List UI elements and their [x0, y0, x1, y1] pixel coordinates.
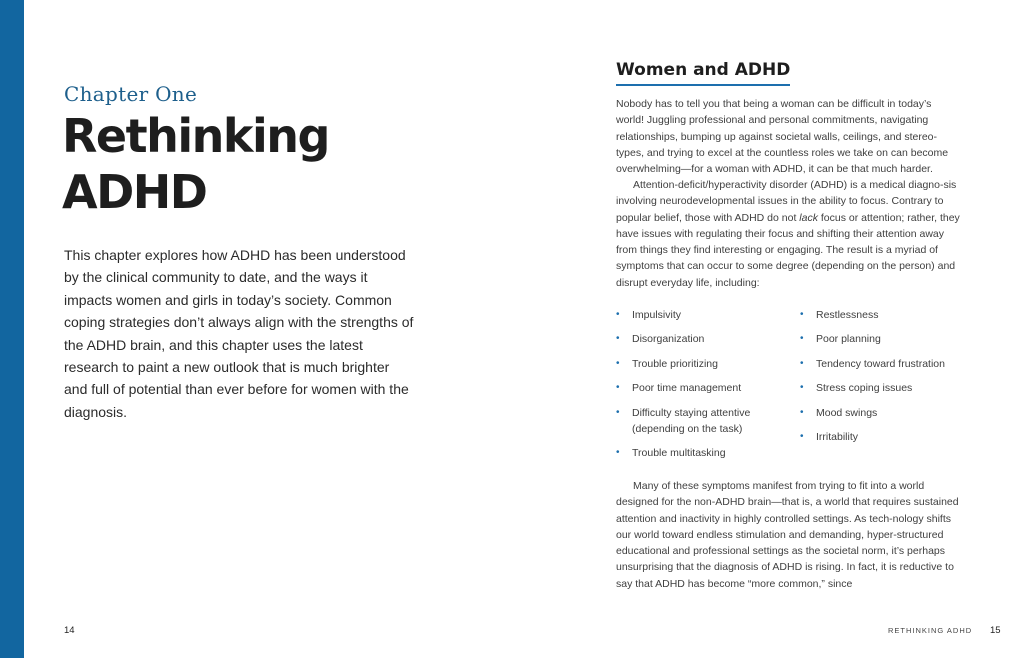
bullet-icon: • — [800, 309, 804, 320]
list-item — [800, 307, 970, 323]
list-item-label: Mood swings — [816, 406, 878, 419]
chapter-intro: This chapter explores how ADHD has been understood by the clinical community to date, and the ways it impacts women and girls in today’s society. Common coping strategies don’t always align with the strengths of the ADHD brain, and this chapter uses the latest research to paint a new outlook that is much brighter and full of potential than ever before for women with the diagnosis. — [64, 247, 414, 420]
list-item — [616, 445, 786, 461]
bullet-icon: • — [616, 446, 620, 458]
list-item — [616, 331, 786, 347]
list-item-label: Difficulty staying attentive (depending on the task) — [632, 406, 751, 435]
bullet-icon: • — [800, 382, 804, 394]
list-item — [616, 356, 786, 372]
list-item — [616, 405, 786, 437]
bullet-icon: • — [616, 333, 620, 345]
paragraph-2-text-a: Attention-deficit/hyperactivity disorder (ADHD) is a medical diagno-sis involving neurodevelopmental issues in the ability to focus. Contrary to popular belief, those with ADHD do not — [616, 179, 957, 224]
list-item-label: Restlessness — [816, 309, 879, 321]
bullet-icon: • — [616, 309, 620, 320]
bullet-icon: • — [616, 357, 620, 369]
running-head: RETHINKING ADHD — [888, 626, 973, 635]
list-item-label: Poor time management — [632, 382, 742, 395]
section-heading: Women and ADHD — [616, 60, 790, 86]
list-item — [800, 405, 970, 421]
list-item-label: Impulsivity — [632, 309, 682, 321]
list-item-label: Tendency toward frustration — [816, 357, 945, 370]
list-item-label: Stress coping issues — [816, 382, 913, 395]
list-item-label: Irritability — [816, 430, 859, 443]
list-item — [616, 307, 786, 323]
list-item — [800, 429, 970, 445]
symptom-list-left — [616, 307, 786, 469]
list-item-label: Disorganization — [632, 333, 705, 346]
list-item-label: Trouble prioritizing — [632, 357, 718, 370]
list-item — [800, 380, 970, 396]
bullet-icon: • — [616, 406, 620, 418]
list-item — [616, 380, 786, 396]
page-number-left: 14 — [64, 625, 75, 636]
bullet-icon: • — [800, 430, 804, 442]
page-number-right: 15 — [990, 625, 1001, 636]
paragraph-2-text-b: focus or attention; rather, they have issues with regulating their focus and shifting their attention away from things they find interesting or engaging. The result is a myriad of symptoms that can occur to some degree (depending on the person) and disrupt everyday life, including: — [616, 211, 960, 289]
paragraph-3: Many of these symptoms manifest from trying to fit into a world designed for the non-ADHD brain—that is, a world that requires sustained attention and inactivity in highly controlled settings. As tech-nology shifts our world toward endless stimulation and demanding, hyper-structured educational and professional settings as the societal norm, it’s perhaps unsurprising that the diagnosis of ADHD is rising. In fact, it is reductive to say that ADHD has become “more common,” since — [616, 480, 959, 590]
paragraph-2-emphasis: lack — [799, 211, 818, 224]
list-item — [800, 356, 970, 372]
list-item-label: Poor planning — [816, 333, 881, 346]
chapter-label: Chapter One — [64, 82, 198, 106]
bullet-icon: • — [616, 382, 620, 394]
book-spine-bar — [0, 0, 24, 658]
paragraph-1: Nobody has to tell you that being a woman can be difficult in today’s world! Juggling professional and personal commitments, navigating relationships, bumping up against societal walls, ceilings, and stereo-types, and trying to excel at the countless roles we take on can become overwhelming—for a woman with ADHD, it can be that much harder. — [616, 98, 949, 176]
list-item-label: Trouble multitasking — [632, 446, 726, 459]
list-item — [800, 331, 970, 347]
symptom-list-right — [800, 307, 970, 453]
paragraph-2 — [616, 177, 960, 291]
bullet-icon: • — [800, 333, 804, 345]
bullet-icon: • — [800, 406, 804, 418]
chapter-title: Rethinking ADHD — [62, 109, 329, 219]
bullet-icon: • — [800, 357, 804, 369]
